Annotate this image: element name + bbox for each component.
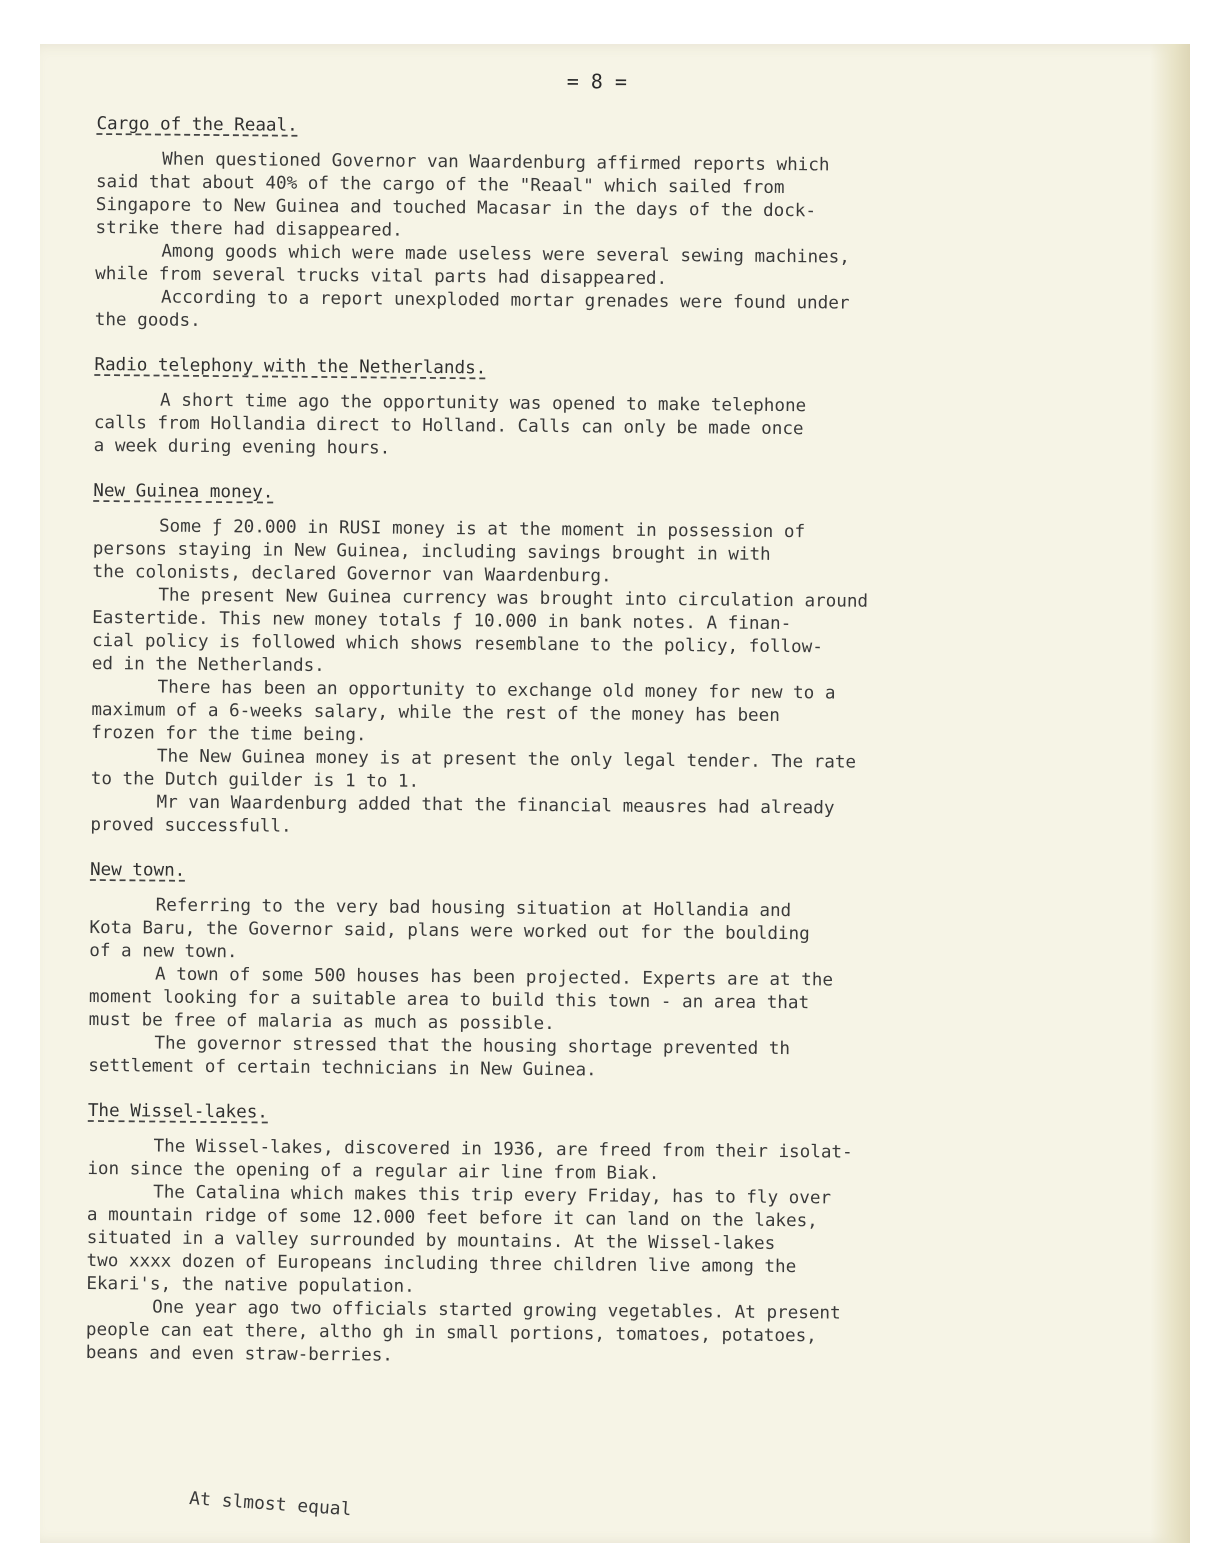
closing-fragment: At slmost equal <box>188 1488 353 1521</box>
page-number: = 8 = <box>566 69 628 94</box>
page-bottom-border <box>0 1543 1224 1557</box>
paragraph: The present New Guinea currency was brought into circulation around Eastertide. This new money totals ƒ 10.000 in bank notes. A finan- cial policy is followed which shows resemblane to the policy, follow- ed in the Netherlands. <box>91 585 869 677</box>
paragraph: When questioned Governor van Waardenburg affirmed reports which said that about 40% of the cargo of the "Reaal" which sailed from Singapore to New Guinea and touched Macasar in the days of the dock- strike there had disappeared. <box>95 149 830 241</box>
paragraph: A short time ago the opportunity was opened to make telephone calls from Hollandia direct to Holland. Calls can only be made once a week during evening hours. <box>93 390 807 459</box>
paragraph: The New Guinea money is at present the only legal tender. The rate to the Dutch guilder is 1 to 1. <box>90 746 857 792</box>
section-radio-telephony <box>94 354 1055 466</box>
paragraph: The governor stressed that the housing shortage prevented th settlement of certain technicians in New Guinea. <box>88 1033 791 1081</box>
paragraph: Among goods which were made useless were several sewing machines, while from several trucks vital parts had disappeared. <box>95 241 850 289</box>
paragraph: Mr van Waardenburg added that the financial meausres had already proved successfull. <box>90 792 835 837</box>
paragraph: One year ago two officials started growing vegetables. At present people can eat there, altho gh in small portions, tomatoes, potatoes, beans and even straw-berries. <box>85 1297 841 1366</box>
paragraph: Some ƒ 20.000 in RUSI money is at the moment in possession of persons staying in New Guinea, including savings brought in with the colonists, declared Governor van Waardenburg. <box>92 516 806 587</box>
document-body <box>85 66 1056 1395</box>
section-heading: New town. <box>89 859 186 881</box>
paragraph: Referring to the very bad housing situation at Hollandia and Kota Baru, the Governor said, plans were worked out for the boulding of a new town. <box>89 895 810 963</box>
section-heading: New Guinea money. <box>93 480 274 503</box>
section-wissel-lakes <box>86 1100 1048 1373</box>
section-heading: Radio telephony with the Netherlands. <box>94 354 487 379</box>
section-heading: The Wissel-lakes. <box>87 1100 269 1123</box>
paragraph: A town of some 500 houses has been projected. Experts are at the moment looking for a suitable area to build this town - an area that must be free of malaria as much as possible. <box>88 964 834 1035</box>
section-heading: Cargo of the Reaal. <box>96 113 298 136</box>
paragraph: According to a report unexploded mortar grenades were found under the goods. <box>94 287 850 331</box>
paragraph: There has been an opportunity to exchange old money for new to a maximum of a 6-weeks salary, while the rest of the money has been frozen for the time being. <box>91 677 836 746</box>
section-cargo <box>95 113 1057 340</box>
paragraph: The Catalina which makes this trip every Friday, has to fly over a mountain ridge of some 12.000 feet before it can land on the lakes, situated in a valley surrounded by mountains. At the Wissel-lakes two xxxx dozen of Europeans including three children live among the Ekari's, the native population. <box>86 1182 832 1297</box>
section-new-town <box>88 859 1050 1086</box>
section-new-guinea-money <box>90 480 1053 845</box>
paper-edge <box>1150 44 1190 1544</box>
paragraph: The Wissel-lakes, discovered in 1936, are freed from their isolat- ion since the opening of a regular air line from Biak. <box>87 1136 853 1184</box>
